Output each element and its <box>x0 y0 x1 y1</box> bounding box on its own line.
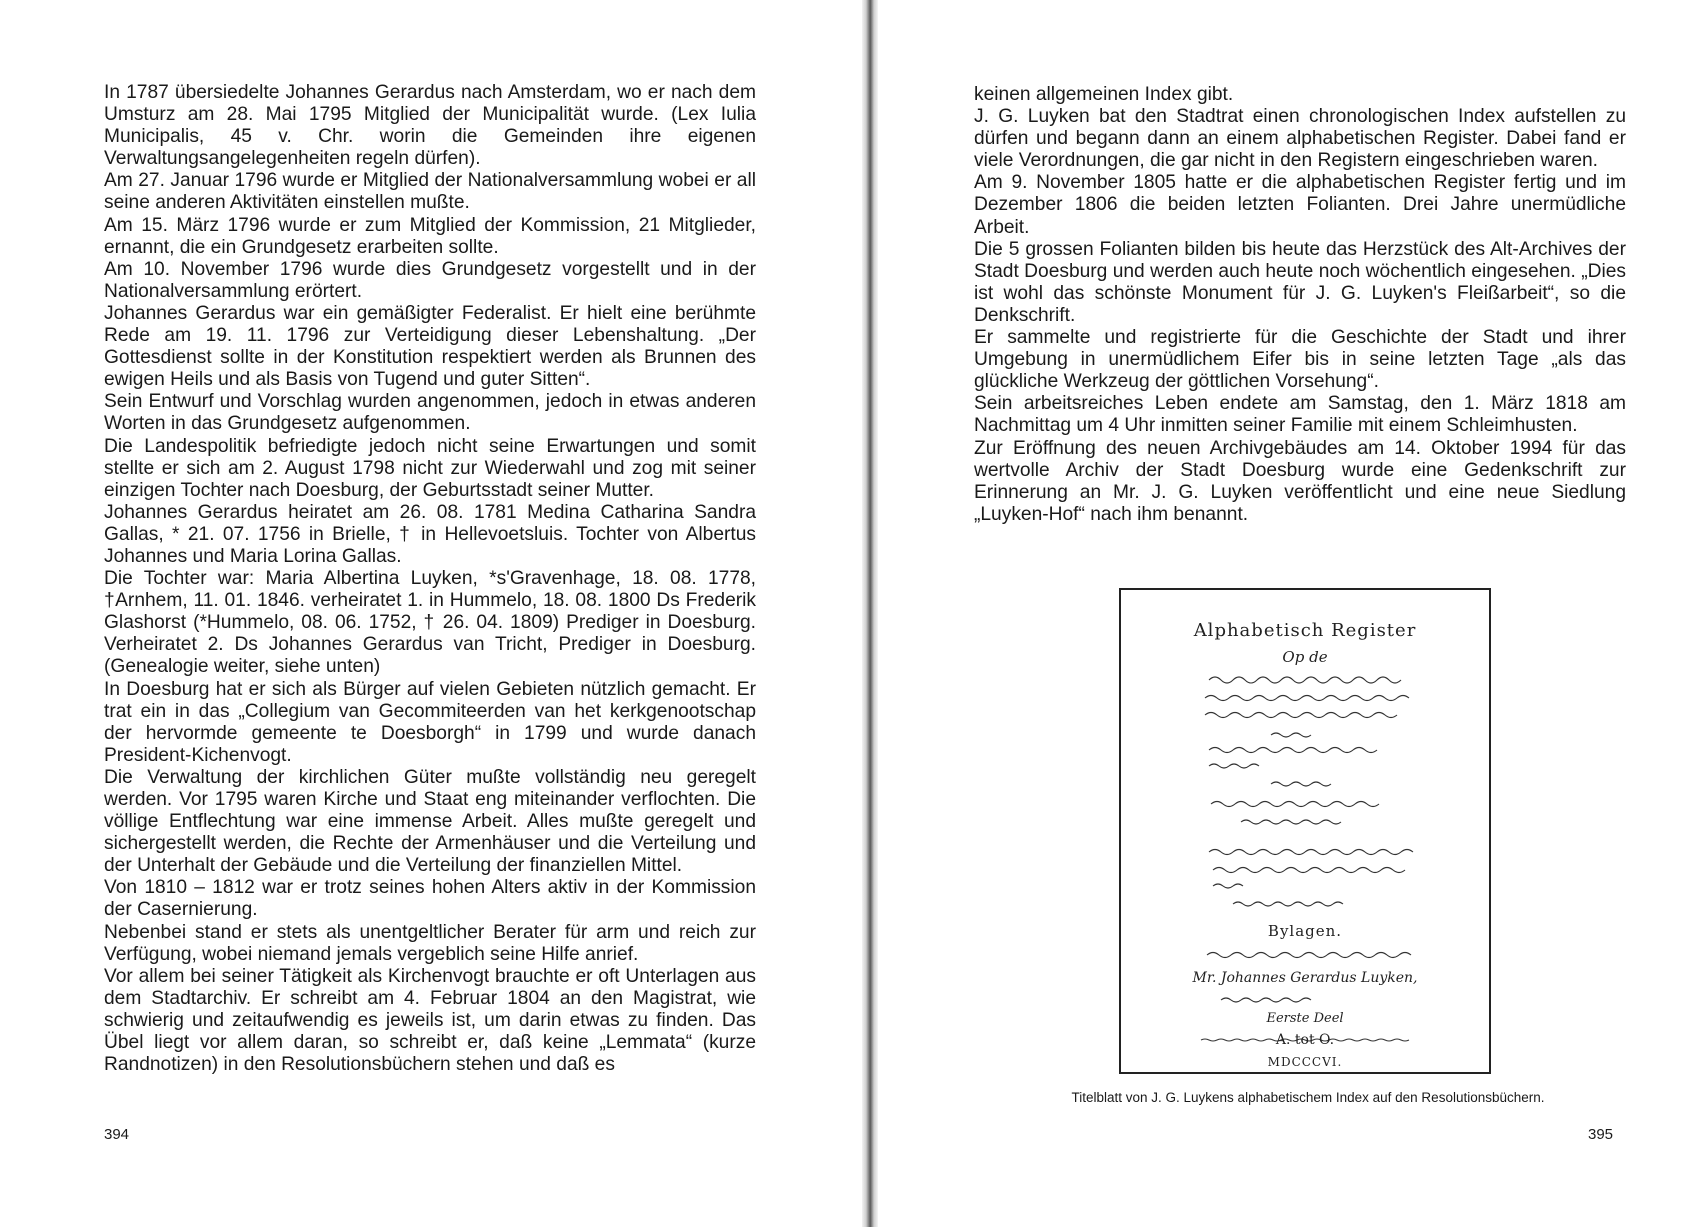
paragraph: Johannes Gerardus heiratet am 26. 08. 1781 Medina Catharina Sandra Gallas, * 21. 07. 1756 in Brielle, † in Hellevoetsluis. Tochter von Albertus Johannes und Maria Lorina Gallas. <box>104 501 756 567</box>
paragraph: Die Verwaltung der kirchlichen Güter mußte vollständig neu geregelt werden. Vor 1795 waren Kirche und Staat eng miteinander verflochten. Die völlige Entflechtung war eine immense Arbeit. Alles mußte geregelt und sichergestellt werden, die Rechte der Armenhäuser und die Verteilung und der Unterhalt der Gebäude und die Verteilung der finanziellen Mittel. <box>104 766 756 877</box>
handwriting-scribbles <box>1201 677 1413 1041</box>
page-number-right: 395 <box>1588 1126 1614 1143</box>
paragraph: Sein arbeitsreiches Leben endete am Samstag, den 1. März 1818 am Nachmittag um 4 Uhr inmitten seiner Familie mit einem Schleimhusten. <box>974 393 1626 437</box>
figure-line-op: Op de <box>1282 648 1328 666</box>
paragraph: Die 5 grossen Folianten bilden bis heute das Herzstück des Alt-Archives der Stadt Doesburg und werden auch heute noch wöchentlich eingesehen. „Dies ist wohl das schönste Monument für J. G. Luyken's Fleißarbeit“, so die Denkschrift. <box>974 238 1626 326</box>
paragraph: Sein Entwurf und Vorschlag wurden angenommen, jedoch in etwas anderen Worten in das Grundgesetz aufgenommen. <box>104 391 756 435</box>
paragraph: keinen allgemeinen Index gibt. <box>974 84 1234 105</box>
right-text-column <box>974 84 1626 526</box>
paragraph: Die Landespolitik befriedigte jedoch nicht seine Erwartungen und somit stellte er sich am 2. August 1798 nicht zur Wiederwahl und zog mit seiner einzigen Tochter nach Doesburg, der Geburtsstadt seiner Mutter. <box>104 435 756 501</box>
paragraph: Am 27. Januar 1796 wurde er Mitglied der Nationalversammlung wobei er all seine anderen Aktivitäten einstellen mußte. <box>104 170 756 214</box>
figure-line-year: MDCCCVI. <box>1267 1055 1343 1069</box>
paragraph: Am 10. November 1796 wurde dies Grundgesetz vorgestellt und in der Nationalversammlung erörtert. <box>104 258 756 302</box>
paragraph: Er sammelte und registrierte für die Geschichte der Stadt und ihrer Umgebung in unermüdlichem Eifer bis in seine letzten Tage „als das glückliche Werkzeug der göttlichen Vorsehung“. <box>974 327 1626 393</box>
paragraph: Johannes Gerardus war ein gemäßigter Federalist. Er hielt eine berühmte Rede am 19. 11. 1796 zur Verteidigung dieser Lebenshaltung. „Der Gottesdienst sollte in der Konstitution respektiert werden als Brunnen des ewigen Heils und als Basis von Tugend und guter Sitten“. <box>104 302 756 391</box>
figure-line-deel: Eerste Deel <box>1266 1011 1344 1026</box>
right-page <box>878 0 1704 1227</box>
paragraph: Am 15. März 1796 wurde er zum Mitglied der Kommission, 21 Mitglieder, ernannt, die ein Grundgesetz erarbeiten sollte. <box>104 214 756 258</box>
figure-line-name: Mr. Johannes Gerardus Luyken, <box>1192 970 1418 986</box>
left-text-column <box>104 82 756 1076</box>
title-page-figure <box>1119 588 1491 1074</box>
paragraph: Am 9. November 1805 hatte er die alphabetischen Register fertig und im Dezember 1806 die beiden letzten Folianten. Drei Jahre unermüdliche Arbeit. <box>974 172 1626 238</box>
paragraph: J. G. Luyken bat den Stadtrat einen chronologischen Index aufstellen zu dürfen und begann dann an einem alphabetischen Register. Dabei fand er viele Verordnungen, die gar nicht in den Registern eingeschrieben waren. <box>974 106 1626 172</box>
book-gutter <box>862 0 878 1227</box>
manuscript-image <box>1121 590 1489 1072</box>
figure-title: Alphabetisch Register <box>1193 620 1417 641</box>
paragraph: Nebenbei stand er stets als unentgeltlicher Berater für arm und reich zur Verfügung, wobei niemand jemals vergeblich seine Hilfe anrief. <box>104 921 756 965</box>
paragraph: Vor allem bei seiner Tätigkeit als Kirchenvogt brauchte er oft Unterlagen aus dem Stadtarchiv. Er schreibt am 4. Februar 1804 an den Magistrat, wie schwierig und zeitaufwendig es jeweils ist, um darin etwas zu finden. Das Übel liegt vor allem daran, so schreibt er, daß keine „Lemmata“ (kurze Randnotizen) in den Resolutionsbüchern stehen und daß es <box>104 965 756 1076</box>
figure-caption: Titelblatt von J. G. Luykens alphabetischem Index auf den Resolutionsbüchern. <box>1071 1090 1545 1105</box>
paragraph: Zur Eröffnung des neuen Archivgebäudes am 14. Oktober 1994 für das wertvolle Archiv der Stadt Doesburg wurde eine Gedenkschrift zur Erinnerung an Mr. J. G. Luyken veröffentlicht und eine neue Siedlung „Luyken-Hof“ nach ihm benannt. <box>974 437 1626 525</box>
page-number-left: 394 <box>104 1126 130 1143</box>
figure-line-bylagen: Bylagen. <box>1267 922 1343 940</box>
paragraph: In 1787 übersiedelte Johannes Gerardus nach Amsterdam, wo er nach dem Umsturz am 28. Mai 1795 Mitglied der Municipalität wurde. (Lex Iulia Municipalis, 45 v. Chr. worin die Gemeinden ihre eigenen Verwaltungsangelegenheiten regeln dürfen). <box>104 82 756 170</box>
paragraph: Die Tochter war: Maria Albertina Luyken, *s'Gravenhage, 18. 08. 1778, †Arnhem, 11. 01. 1846. verheiratet 1. in Hummelo, 18. 08. 1800 Ds Frederik Glashorst (*Hummelo, 08. 06. 1752, † 26. 04. 1809) Prediger in Doesburg. Verheiratet 2. Ds Johannes Gerardus van Tricht, Prediger in Doesburg. (Genealogie weiter, siehe unten) <box>104 568 756 678</box>
paragraph: Von 1810 – 1812 war er trotz seines hohen Alters aktiv in der Kommission der Casernierung. <box>104 877 756 921</box>
paragraph: In Doesburg hat er sich als Bürger auf vielen Gebieten nützlich gemacht. Er trat ein in das „Collegium van Gecommiteerden van het kerkgenootschap der hervormde gemeente te Doesborgh“ in 1799 und wurde danach President-Kichenvogt. <box>104 678 756 766</box>
figure-line-range: A. tot O. <box>1275 1032 1335 1048</box>
